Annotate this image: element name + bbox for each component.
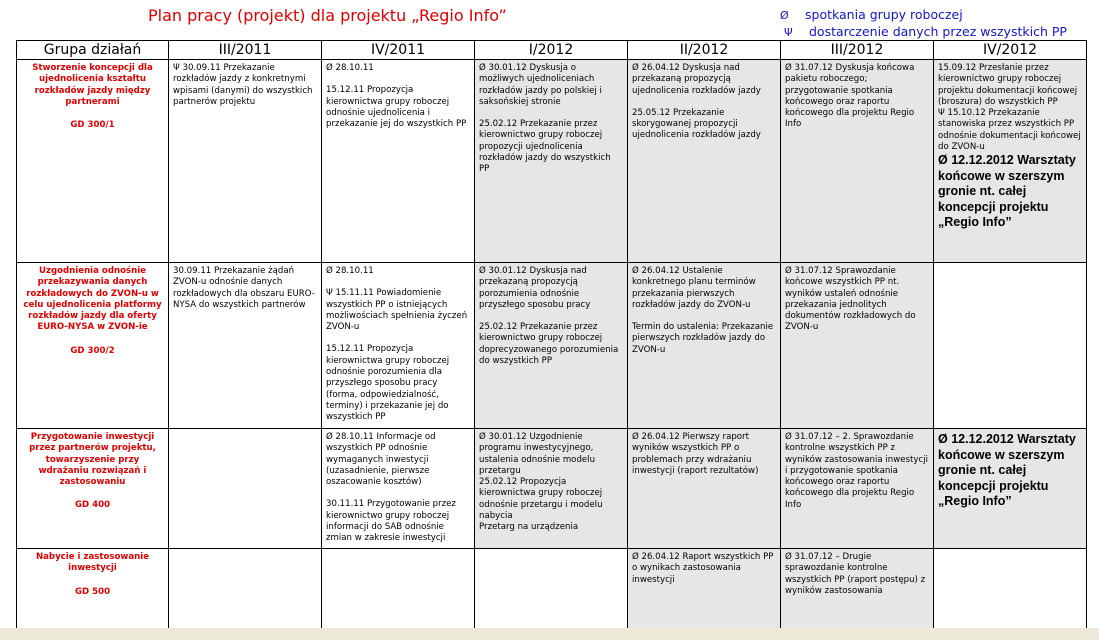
group-title: Nabycie i zastosowanie inwestycji <box>35 552 150 574</box>
plan-cell <box>322 60 475 263</box>
cell-text: Ø 31.07.12 – 2. Sprawozdanie kontrolne wszystkich PP z wyników zastosowania inwestycji i przygotowanie spotkania końcowego oraz raportu końcowego dla projektu Regio Info <box>785 432 928 510</box>
plan-cell <box>934 549 1087 637</box>
legend-item-data <box>784 24 1067 41</box>
cell-text <box>326 277 470 288</box>
table-row <box>17 549 1087 637</box>
cell-text: Ø 30.01.12 Dyskusja nad przekazaną propozycją porozumienia odnośnie przyszłego sposobu pracy <box>479 266 591 310</box>
cell-text: Przetarg na urządzenia <box>479 522 579 533</box>
work-plan-table <box>16 40 1087 637</box>
cell-text <box>326 333 470 344</box>
table-row <box>17 263 1087 429</box>
cell-text: Ø 30.01.12 Uzgodnienie programu inwestycyjnego, ustalenia odnośnie modelu przetargu <box>479 432 596 476</box>
final-workshop-note: Ø 12.12.2012 Warsztaty końcowe w szerszym gronie nt. całej koncepcji projektu „Regio Info” <box>938 153 1076 230</box>
header-q3-2011: III/2011 <box>169 41 322 60</box>
legend-label-data: dostarczenie danych przez wszystkich PP <box>809 24 1067 39</box>
cell-text: Ψ 30.09.11 Przekazanie rozkładów jazdy z konkretnymi wpisami (danymi) do wszystkich partnerów projektu <box>173 63 313 107</box>
cell-text <box>326 74 470 85</box>
psi-icon: Ψ <box>784 26 793 39</box>
plan-cell <box>781 549 934 637</box>
group-title: Przygotowanie inwestycji przez partnerów projektu, towarzyszenie przy wdrażaniu rozwiązań i zastosowaniu <box>29 432 156 488</box>
cell-text: Ø 28.10.11 <box>326 63 374 73</box>
cell-text: Ψ 15.11.11 Powiadomienie wszystkich PP o istniejących możliwościach spełnienia życzeń ZVON-u <box>326 288 468 333</box>
table-row <box>17 60 1087 263</box>
cell-text: Ø 31.07.12 Sprawozdanie końcowe wszystkich PP nt. wyników ustaleń odnośnie przekazania jednolitych dokumentów rozkładowych do ZVON-u <box>785 266 916 333</box>
cell-text: 15.12.11 Propozycja kierownictwa grupy roboczej odnośnie porozumienia dla przyszłego sposobu pracy (forma, odpowiedzialność, terminy) i przekazanie jej do wszystkich PP <box>326 344 450 423</box>
plan-cell <box>628 263 781 429</box>
window-bottom-edge <box>0 628 1099 640</box>
table-row <box>17 429 1087 549</box>
cell-text: Ø 28.10.11 Informacje od wszystkich PP odnośnie wymaganych inwestycji (uzasadnienie, pierwsze oszacowanie kosztów) <box>326 432 436 488</box>
plan-cell <box>781 60 934 263</box>
cell-text: 25.05.12 Przekazanie skorygowanej propozycji ujednolicenia rozkładów jazdy <box>632 107 761 141</box>
plan-cell <box>475 429 628 549</box>
legend <box>780 7 1067 41</box>
header-q4-2011: IV/2011 <box>322 41 475 60</box>
cell-text: Ø 28.10.11 <box>326 266 374 276</box>
plan-cell <box>169 549 322 637</box>
plan-cell <box>322 429 475 549</box>
legend-label-meetings: spotkania grupy roboczej <box>805 7 963 22</box>
header-q1-2012: I/2012 <box>475 41 628 60</box>
cell-text: 30.09.11 Przekazanie żądań ZVON-u odnośnie danych rozkładowych dla obszaru EURO-NYSA do wszystkich partnerów <box>173 266 315 310</box>
cell-text: Ψ 15.10.12 Przekazanie stanowiska przez wszystkich PP odnośnie dokumentacji końcowej do ZVON-u <box>938 108 1081 153</box>
cell-text <box>632 97 776 108</box>
cell-text: 15.09.12 Przesłanie przez kierownictwo grupy roboczej projektu dokumentacji końcowej (broszura) do wszystkich PP <box>938 63 1078 107</box>
cell-text: Ø 26.04.12 Ustalenie konkretnego planu terminów przekazania pierwszych rozkładów jazdy do ZVON-u <box>632 266 756 310</box>
plan-cell <box>475 60 628 263</box>
plan-cell <box>169 429 322 549</box>
cell-text <box>632 311 776 322</box>
header-row <box>17 41 1087 60</box>
group-cell <box>17 60 169 263</box>
plan-cell <box>628 429 781 549</box>
cell-text: 25.02.12 Propozycja kierownictwa grupy roboczej odnośnie przetargu i modelu nabycia <box>479 477 603 522</box>
plan-cell <box>781 429 934 549</box>
cell-text: Ø 31.07.12 Dyskusja końcowa pakietu roboczego; przygotowanie spotkania końcowego oraz raportu końcowego dla projektu Regio Info <box>785 63 915 130</box>
group-title: Uzgodnienia odnośnie przekazywania danych rozkładowych do ZVON-u w celu ujednolicenia platformy rozkładów jazdy dla oferty EURO-NYSA w ZVON-ie <box>23 266 162 333</box>
group-code: GD 300/2 <box>70 345 115 356</box>
plan-cell <box>628 60 781 263</box>
plan-cell <box>322 263 475 429</box>
cell-text: Ø 31.07.12 – Drugie sprawozdanie kontrolne wszystkich PP (raport postępu) z wyników zastosowania <box>785 552 926 596</box>
cell-text: 25.02.12 Przekazanie przez kierownictwo grupy roboczej doprecyzowanego porozumienia do wszystkich PP <box>479 322 619 367</box>
header-group: Grupa działań <box>17 41 169 60</box>
plan-cell <box>169 60 322 263</box>
cell-text: 25.02.12 Przekazanie przez kierownictwo grupy roboczej propozycji ujednolicenia rozkładów jazdy do wszystkich PP <box>479 119 611 175</box>
plan-cell <box>322 549 475 637</box>
plan-cell <box>781 263 934 429</box>
cell-text: Termin do ustalenia: Przekazanie pierwszych rozkładów jazdy do ZVON-u <box>632 322 774 355</box>
group-cell <box>17 429 169 549</box>
plan-cell <box>475 263 628 429</box>
cell-text: 30.11.11 Przygotowanie przez kierownictwo grupy roboczej informacji do SAB odnośnie zmian w zakresie inwestycji <box>326 499 456 544</box>
cell-text <box>326 488 470 499</box>
legend-item-meetings <box>780 7 1067 24</box>
cell-text: Ø 26.04.12 Pierwszy raport wyników wszystkich PP o problemach przy wdrażaniu inwestycji (raport rezultatów) <box>632 432 759 476</box>
group-title: Stworzenie koncepcji dla ujednolicenia kształtu rozkładów jazdy między partnerami <box>32 63 153 107</box>
plan-cell <box>934 429 1087 549</box>
cell-text: Ø 26.04.12 Raport wszystkich PP o wynikach zastosowania inwestycji <box>632 552 774 585</box>
cell-text: 15.12.11 Propozycja kierownictwa grupy roboczej odnośnie ujednolicenia i przekazanie jej do wszystkich PP <box>326 85 467 130</box>
cell-text <box>479 108 623 119</box>
final-workshop-note: Ø 12.12.2012 Warsztaty końcowe w szerszym gronie nt. całej koncepcji projektu „Regio Info” <box>938 432 1076 508</box>
group-code: GD 300/1 <box>70 120 115 131</box>
group-cell <box>17 549 169 637</box>
cell-text <box>479 311 623 322</box>
group-code: GD 400 <box>74 500 111 511</box>
plan-cell <box>169 263 322 429</box>
header-q4-2012: IV/2012 <box>934 41 1087 60</box>
header-q3-2012: III/2012 <box>781 41 934 60</box>
header-q2-2012: II/2012 <box>628 41 781 60</box>
plan-cell <box>934 60 1087 263</box>
plan-cell <box>475 549 628 637</box>
group-code: GD 500 <box>74 586 111 597</box>
cell-text: Ø 26.04.12 Dyskusja nad przekazaną propozycją ujednolicenia rozkładów jazdy <box>632 63 761 96</box>
cell-text: Ø 30.01.12 Dyskusja o możliwych ujednoliceniach rozkładów jazdy po polskiej i saksońskiej stronie <box>479 63 602 107</box>
plan-cell <box>628 549 781 637</box>
plan-cell <box>934 263 1087 429</box>
group-cell <box>17 263 169 429</box>
empty-set-icon: Ø <box>780 9 789 22</box>
page-title: Plan pracy (projekt) dla projektu „Regio Info” <box>148 6 507 25</box>
